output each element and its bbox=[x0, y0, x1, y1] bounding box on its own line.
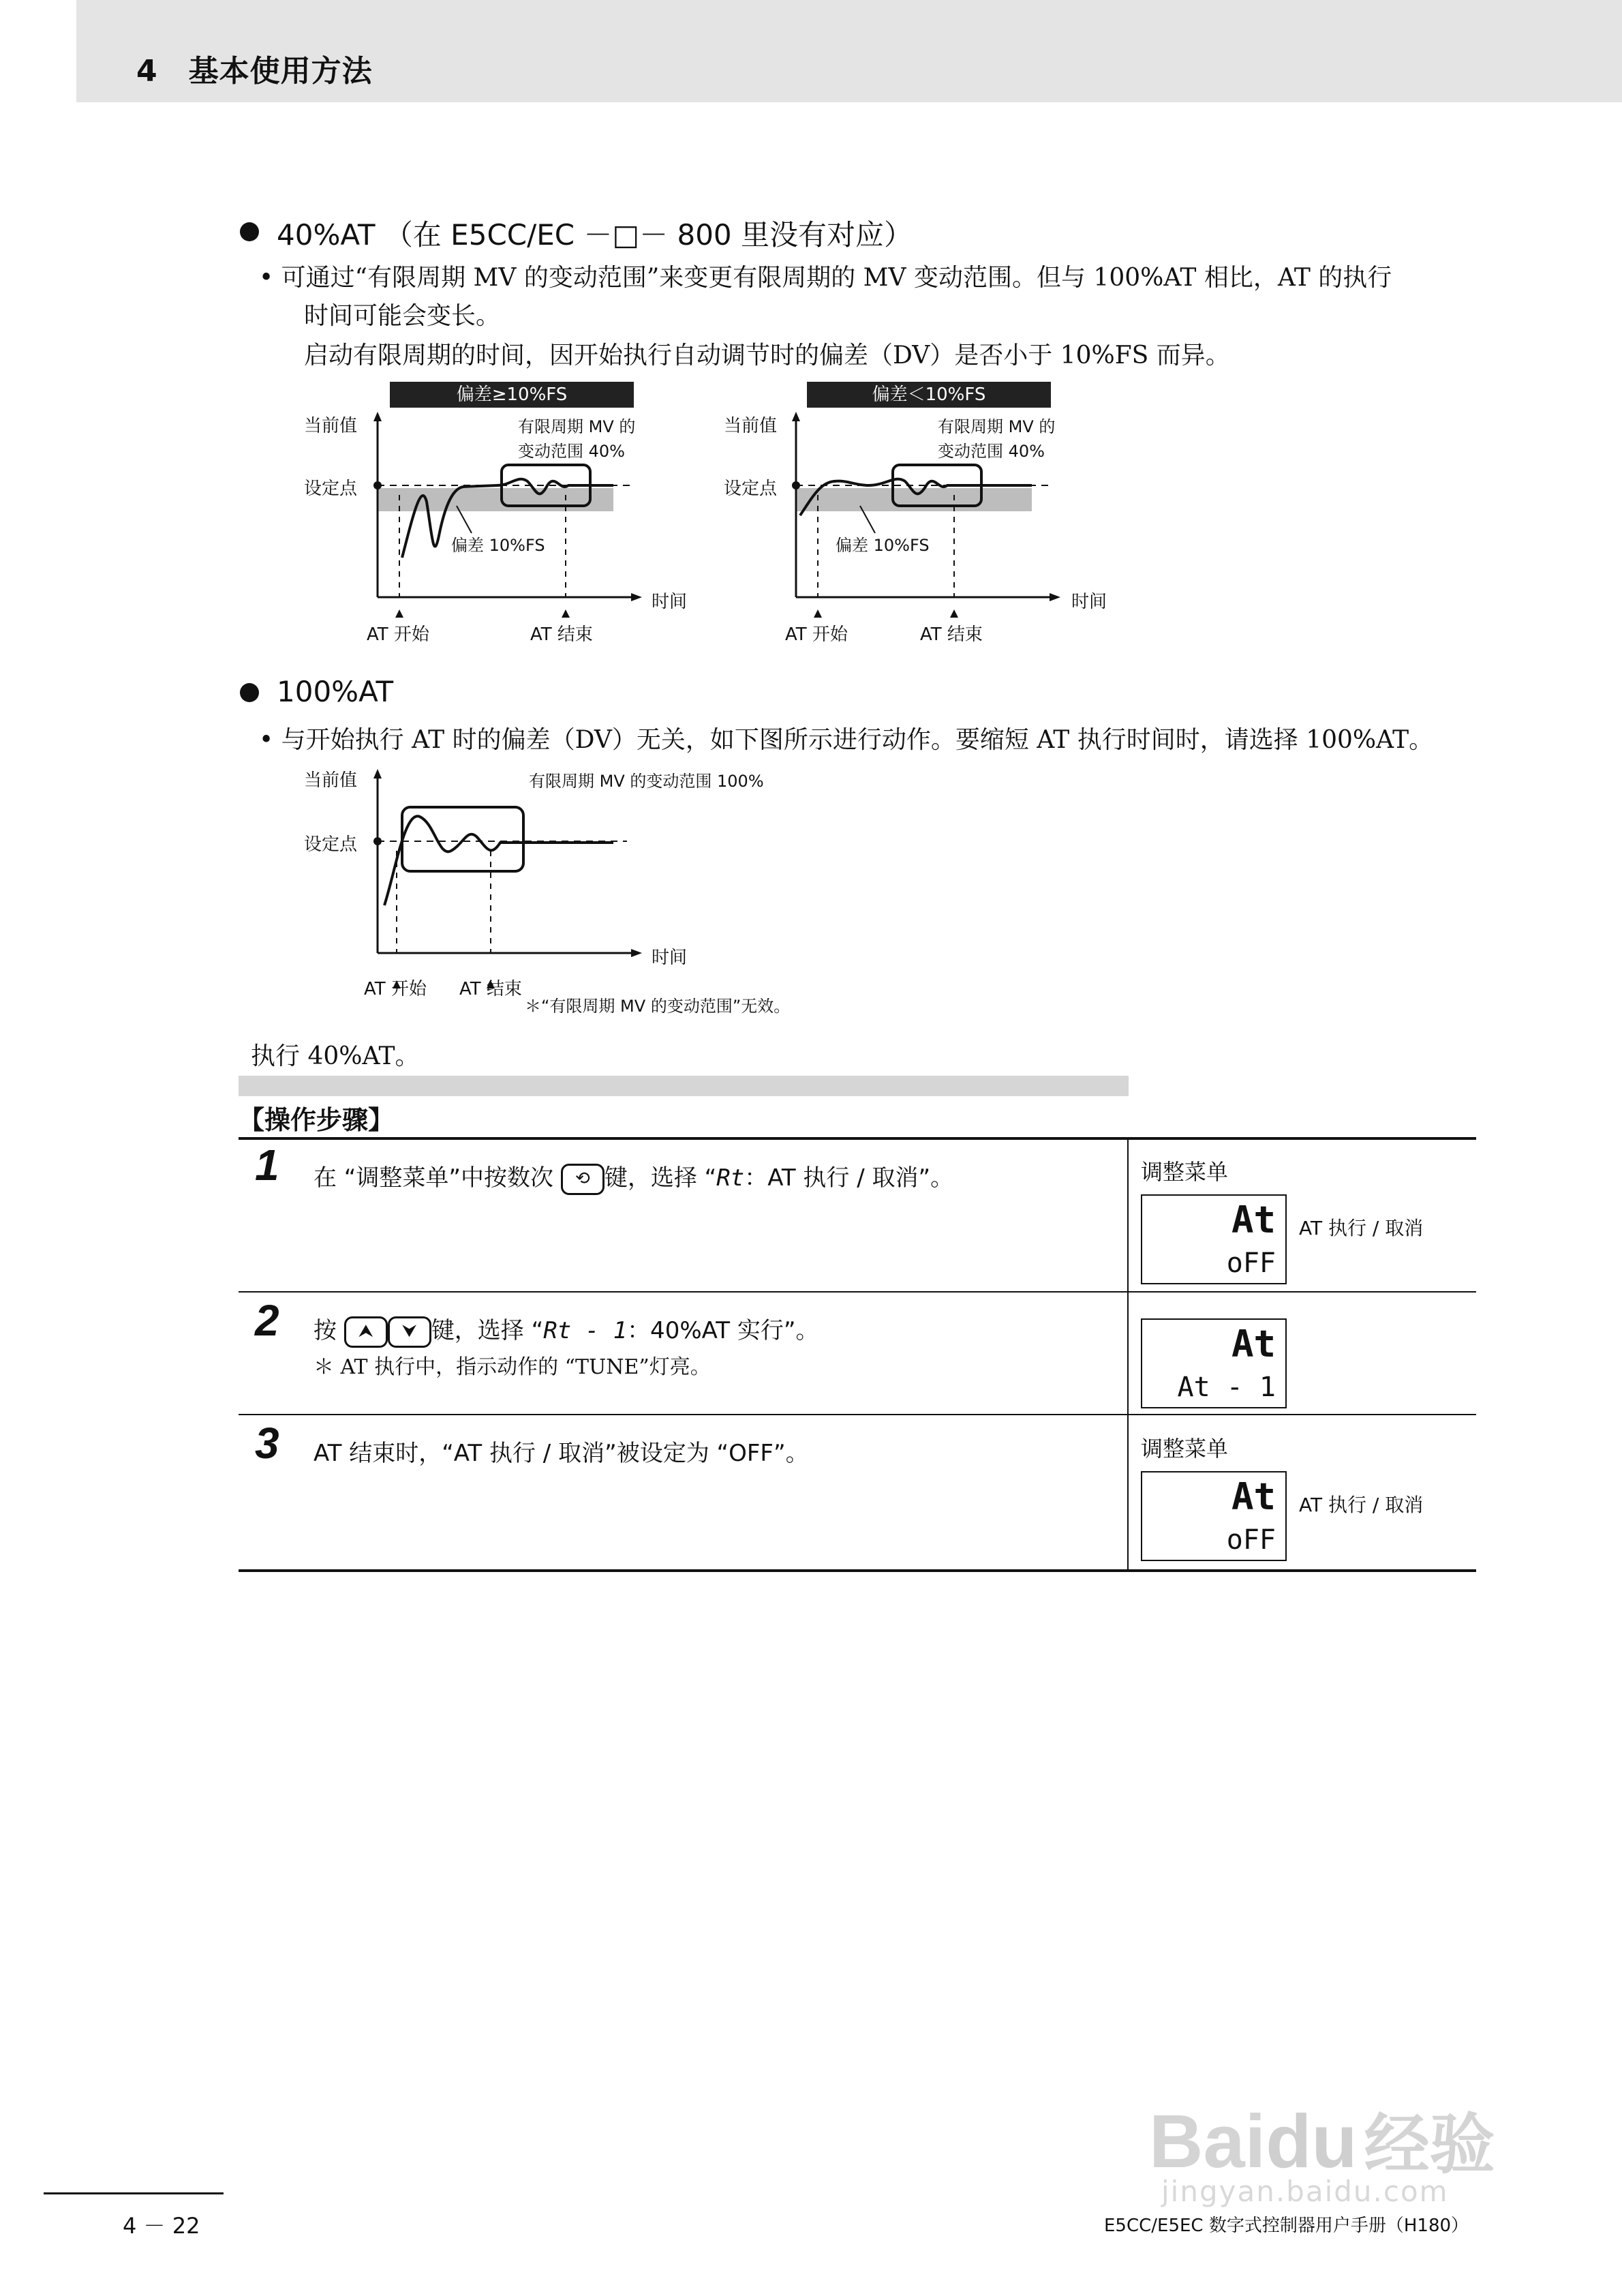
table-column-divider bbox=[1127, 1137, 1129, 1571]
step-2-lcd-top: At bbox=[1231, 1323, 1276, 1365]
watermark-logo bbox=[1149, 2093, 1495, 2186]
section-heading-100at: 100%AT bbox=[277, 675, 394, 708]
paragraph-line-3: 启动有限周期的时间，因开始执行自动调节时的偏差（DV）是否小于 10%FS 而异。 bbox=[304, 342, 1230, 369]
step-2-text bbox=[313, 1312, 818, 1348]
mode-key-icon: ⟲ bbox=[561, 1164, 605, 1195]
chart-right-y-label: 当前值 bbox=[724, 416, 778, 436]
chart-left-range-label-2: 变动范围 40% bbox=[518, 442, 625, 461]
paragraph-100at: • 与开始执行 AT 时的偏差（DV）无关，如下图所示进行动作。要缩短 AT 执行时间时，请选择 100%AT。 bbox=[259, 726, 1434, 754]
table-bottom-rule bbox=[239, 1569, 1476, 1572]
chart-100at-range-label: 有限周期 MV 的变动范围 100% bbox=[529, 772, 764, 791]
pv-curve bbox=[384, 816, 613, 905]
paragraph-line-2: 时间可能会变长。 bbox=[304, 302, 501, 330]
step-2-lcd-bottom: At - 1 bbox=[1177, 1372, 1276, 1403]
manual-title: E5CC/E5EC 数字式控制器用户手册（H180） bbox=[1104, 2216, 1469, 2236]
watermark-du: du bbox=[1266, 2100, 1358, 2184]
step-3-menu-label: 调整菜单 bbox=[1141, 1436, 1229, 1462]
chart-100at-x-label: 时间 bbox=[652, 948, 688, 968]
footer-rule bbox=[44, 2192, 224, 2194]
at-end-arrow-icon bbox=[950, 609, 958, 618]
at-start-arrow-icon bbox=[814, 609, 822, 618]
section-heading-40at: 40%AT （在 E5CC/EC －□－ 800 里没有对应） bbox=[277, 218, 913, 252]
section-title: 4 基本使用方法 bbox=[136, 54, 373, 89]
paragraph-line-1: • 可通过“有限周期 MV 的变动范围”来变更有限周期的 MV 变动范围。但与 100%AT 相比，AT 的执行 bbox=[259, 264, 1392, 292]
x-axis-arrow-icon bbox=[631, 949, 642, 957]
chart-right-sp-label: 设定点 bbox=[724, 479, 778, 499]
step-1-text-pre: 在 “调整菜单”中按数次 bbox=[313, 1164, 554, 1192]
chart-right-diagram bbox=[711, 406, 1134, 652]
page-number: 4 － 22 bbox=[123, 2213, 200, 2239]
chart-left-y-label: 当前值 bbox=[304, 416, 358, 436]
step-1-lcd-top: At bbox=[1231, 1198, 1276, 1241]
watermark-jingyan: 经验 bbox=[1364, 2109, 1495, 2181]
watermark-bai: Bai bbox=[1149, 2100, 1266, 2184]
chart-100at-sp-label: 设定点 bbox=[304, 834, 358, 855]
setpoint-dot bbox=[792, 481, 800, 489]
table-row-rule-2 bbox=[239, 1414, 1476, 1415]
step-1-text-tail: ：AT 执行 / 取消”。 bbox=[744, 1164, 954, 1192]
y-axis-arrow-icon bbox=[792, 412, 800, 421]
procedure-gray-bar bbox=[239, 1076, 1129, 1096]
chart-right-x-label: 时间 bbox=[1071, 592, 1107, 612]
bullet-dot-icon bbox=[240, 222, 259, 241]
step-2-lcd-display bbox=[1141, 1318, 1287, 1408]
chart-left-range-label-1: 有限周期 MV 的 bbox=[518, 417, 636, 436]
step-1-seg-code: Rt bbox=[716, 1164, 745, 1192]
at-start-arrow-icon bbox=[395, 609, 403, 618]
chart-100at-note: ＊“有限周期 MV 的变动范围”无效。 bbox=[525, 997, 791, 1016]
step-number-1: 1 bbox=[255, 1141, 279, 1190]
step-2-text-tail: ：40%AT 实行”。 bbox=[627, 1317, 819, 1344]
at-end-arrow-icon bbox=[562, 609, 570, 618]
chart-100at-at-start: AT 开始 bbox=[364, 979, 427, 999]
step-3-text: AT 结束时，“AT 执行 / 取消”被设定为 “OFF”。 bbox=[313, 1440, 809, 1467]
x-axis-arrow-icon bbox=[1050, 593, 1060, 601]
up-key-icon: ⮝ bbox=[344, 1316, 388, 1348]
step-3-lcd-bottom: oFF bbox=[1226, 1524, 1276, 1556]
chart-right-range-label-2: 变动范围 40% bbox=[938, 442, 1045, 461]
step-1-text-post: 键，选择 “ bbox=[604, 1164, 717, 1192]
step-2-note: ＊ AT 执行中，指示动作的 “TUNE”灯亮。 bbox=[313, 1355, 711, 1379]
exec-line: 执行 40%AT。 bbox=[251, 1042, 420, 1070]
chart-100at-y-label: 当前值 bbox=[304, 770, 358, 791]
chart-right-banner: 偏差＜10%FS bbox=[807, 382, 1051, 408]
table-row-rule-1 bbox=[239, 1291, 1476, 1293]
y-axis-arrow-icon bbox=[373, 412, 382, 421]
down-key-icon: ⮟ bbox=[388, 1316, 431, 1348]
chart-right-at-start: AT 开始 bbox=[785, 624, 848, 645]
step-1-lcd-bottom: oFF bbox=[1226, 1248, 1276, 1279]
step-3-lcd-display bbox=[1141, 1471, 1287, 1561]
step-1-lcd-caption: AT 执行 / 取消 bbox=[1299, 1217, 1424, 1239]
step-1-lcd-display bbox=[1141, 1194, 1287, 1284]
watermark-url: jingyan.baidu.com bbox=[1161, 2175, 1449, 2208]
step-3-lcd-top: At bbox=[1231, 1475, 1276, 1518]
chart-left-at-end: AT 结束 bbox=[530, 624, 593, 645]
setpoint-dot bbox=[373, 837, 382, 845]
bullet-dot-icon bbox=[240, 683, 259, 702]
chart-right-dev-label: 偏差 10%FS bbox=[836, 536, 930, 555]
step-2-text-pre: 按 bbox=[313, 1317, 337, 1344]
step-2-text-post: 键，选择 “ bbox=[431, 1317, 544, 1344]
y-axis-arrow-icon bbox=[373, 769, 382, 779]
step-2-seg-code: Rt - 1 bbox=[543, 1317, 628, 1344]
chart-left-banner: 偏差≥10%FS bbox=[390, 382, 634, 408]
step-1-text bbox=[313, 1159, 953, 1195]
chart-left-at-start: AT 开始 bbox=[367, 624, 429, 645]
chart-right-at-end: AT 结束 bbox=[920, 624, 983, 645]
setpoint-dot bbox=[373, 481, 382, 489]
step-3-lcd-caption: AT 执行 / 取消 bbox=[1299, 1494, 1424, 1516]
chart-left-diagram bbox=[293, 406, 716, 652]
chart-left-dev-label: 偏差 10%FS bbox=[451, 536, 545, 555]
table-top-rule bbox=[239, 1137, 1476, 1140]
step-number-2: 2 bbox=[255, 1296, 279, 1345]
deviation-band bbox=[378, 488, 613, 511]
chart-100at-at-end: AT 结束 bbox=[459, 979, 522, 999]
x-axis-arrow-icon bbox=[631, 593, 642, 601]
procedure-title: 【操作步骤】 bbox=[239, 1105, 395, 1135]
chart-left-sp-label: 设定点 bbox=[304, 479, 358, 499]
step-1-menu-label: 调整菜单 bbox=[1141, 1159, 1229, 1185]
chart-left-x-label: 时间 bbox=[652, 592, 688, 612]
chart-right-range-label-1: 有限周期 MV 的 bbox=[938, 417, 1056, 436]
step-number-3: 3 bbox=[255, 1419, 279, 1468]
